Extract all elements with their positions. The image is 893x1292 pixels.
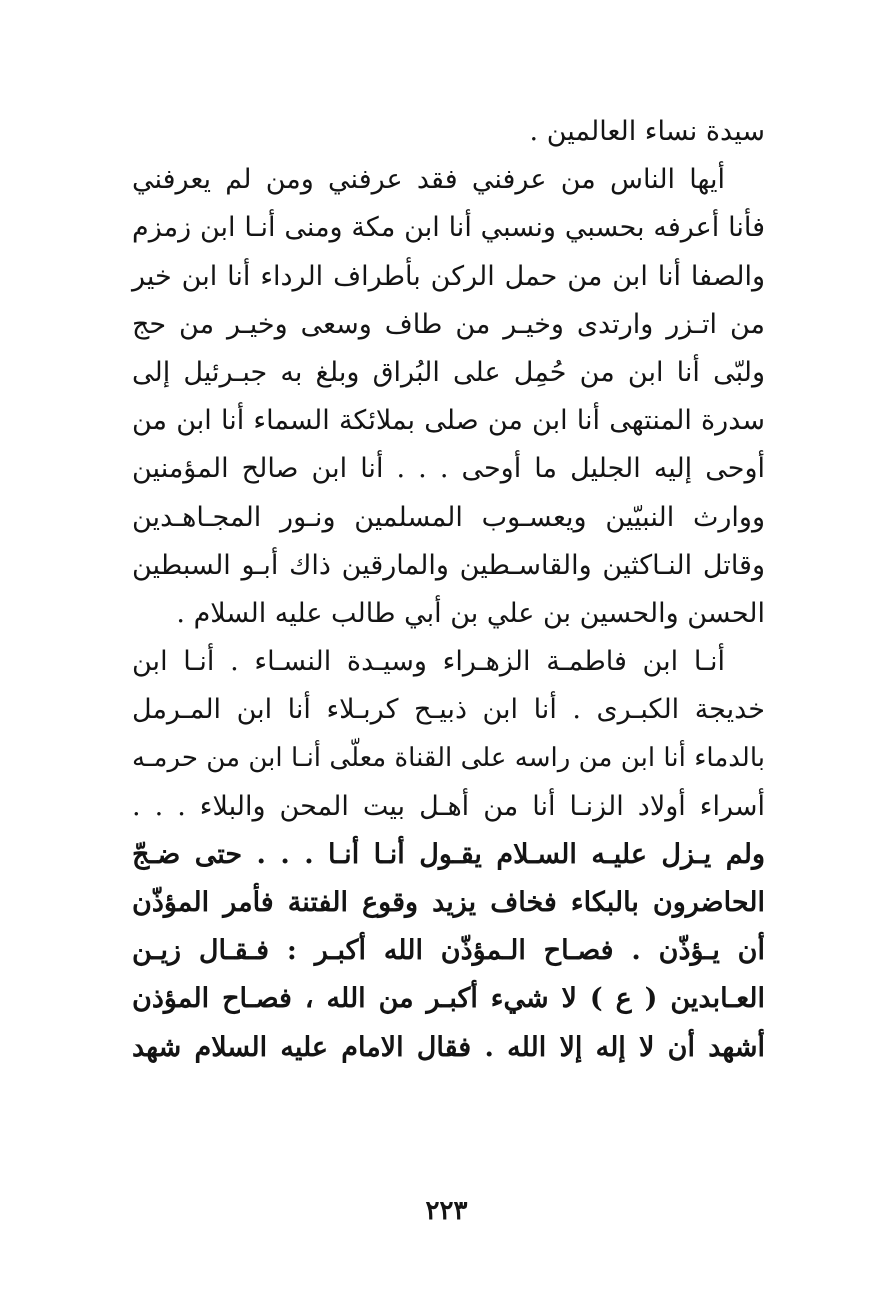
text-line: الحسن والحسين بن علي بن أبي طالب عليه السلام . — [176, 597, 765, 629]
text-line: أنـا ابن فاطمـة الزهـراء وسيـدة النسـاء . أنـا ابن — [132, 646, 725, 678]
text-line: أشهد أن لا إله إلا الله . فقال الامام عليه السلام شهد — [132, 1031, 765, 1063]
text-line: سدرة المنتهى أنا ابن من صلى بملائكة السماء أنا ابن من — [132, 405, 765, 437]
page-number: ٢٢٣ — [425, 1196, 468, 1226]
text-line: ووارث النبيّين ويعسـوب المسلمين ونـور المجـاهـدين — [132, 501, 765, 533]
text-line: من اتـزر وارتدى وخيـر من طاف وسعى وخيـر من حج — [132, 308, 765, 340]
text-line: والصفا أنا ابن من حمل الركن بأطراف الرداء أنا ابن خير — [132, 260, 765, 292]
text-line: بالدماء أنا ابن من راسه على القناة معلّى أنـا ابن من حرمـه — [132, 743, 765, 774]
text-line: أوحى إليه الجليل ما أوحى . . . أنا ابن صالح المؤمنين — [132, 453, 765, 485]
text-line: فأنا أعرفه بحسبي ونسبي أنا ابن مكة ومنى أنـا ابن زمزم — [132, 212, 765, 244]
text-line: أسراء أولاد الزنـا أنا من أهـل بيت المحن والبلاء . . . — [132, 790, 765, 822]
text-line: ولبّى أنا ابن من حُمِل على البُراق وبلغ به جبـرئيل إلى — [132, 356, 765, 388]
text-line: خديجة الكبـرى . أنا ابن ذبيـح كربـلاء أنا ابن المـرمل — [132, 694, 765, 726]
text-line: سيدة نساء العالمين . — [529, 116, 765, 147]
text-line: ولم يـزل عليـه السـلام يقـول أنـا أنـا . . . حتى ضـجّ — [132, 838, 765, 870]
text-line: الحاضرون بالبكاء فخاف يزيد وقوع الفتنة فأمر المؤذّن — [132, 887, 765, 918]
text-line: العـابدين ( ع ) لا شيء أكبـر من الله ، فصـاح المؤذن — [132, 983, 765, 1015]
text-line: وقاتل النـاكثين والقاسـطين والمارقين ذاك أبـو السبطين — [132, 549, 765, 581]
text-line: أن يـؤذّن . فصـاح الـمؤذّن الله أكبـر : فـقـال زيـن — [132, 935, 765, 967]
body-text — [132, 108, 765, 1072]
text-line: أيها الناس من عرفني فقد عرفني ومن لم يعرفني — [132, 164, 725, 196]
